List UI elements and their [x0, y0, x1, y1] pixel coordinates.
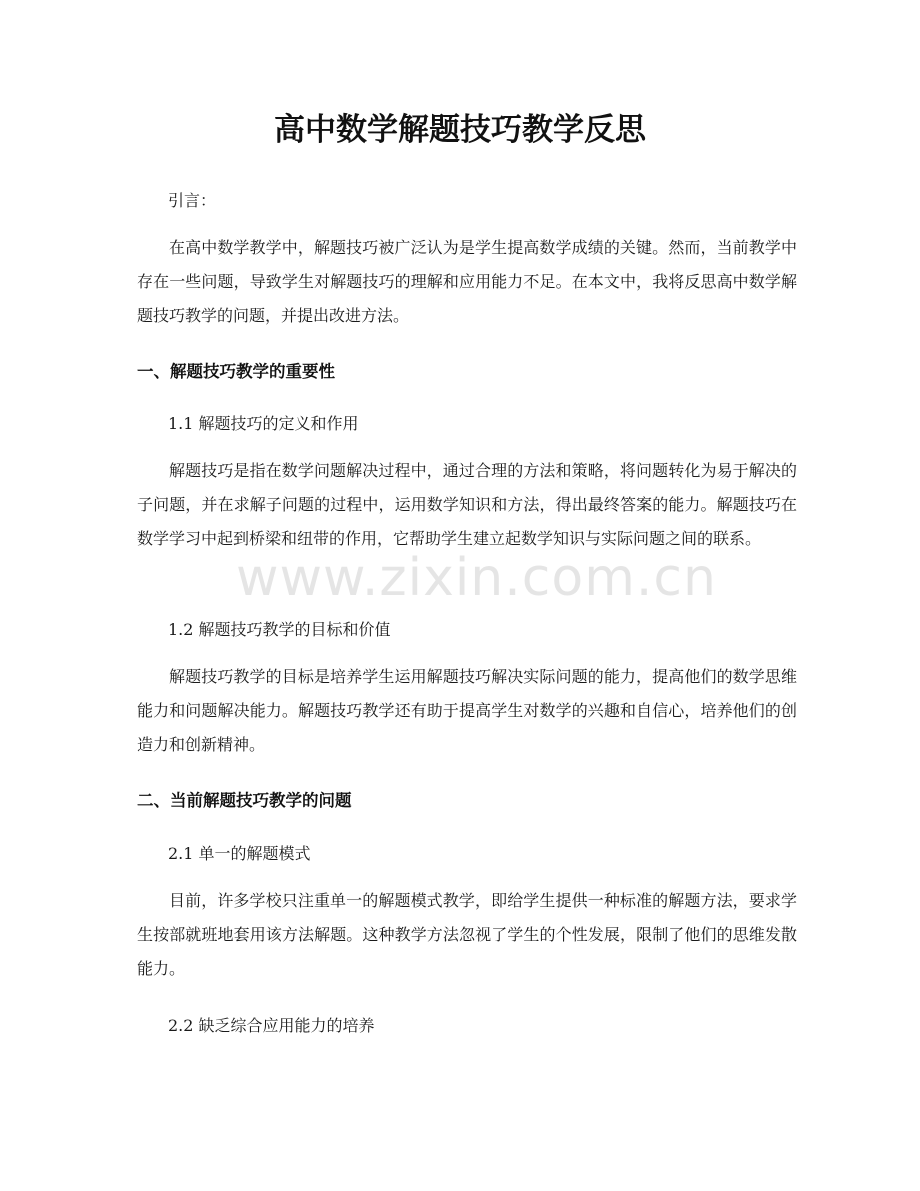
- section-1-heading: 一、解题技巧教学的重要性: [137, 362, 335, 381]
- watermark: www.zixin.com.cn: [236, 548, 717, 608]
- section-2-2-heading: 2.2 缺乏综合应用能力的培养: [168, 1016, 375, 1035]
- section-2-1-body: 目前，许多学校只注重单一的解题模式教学，即给学生提供一种标准的解题方法，要求学生按部就班地套用该方法解题。这种教学方法忽视了学生的个性发展，限制了他们的思维发散能力。: [137, 891, 797, 978]
- intro-label: 引言：: [168, 191, 217, 210]
- section-1-1-body: 解题技巧是指在数学问题解决过程中，通过合理的方法和策略，将问题转化为易于解决的子问题，并在求解子问题的过程中，运用数学知识和方法，得出最终答案的能力。解题技巧在数学学习中起到桥梁和纽带的作用，它帮助学生建立起数学知识与实际问题之间的联系。: [137, 461, 797, 548]
- section-2-heading: 二、当前解题技巧教学的问题: [137, 791, 352, 810]
- section-1-1-heading: 1.1 解题技巧的定义和作用: [168, 414, 359, 433]
- intro-paragraph: 在高中数学教学中，解题技巧被广泛认为是学生提高数学成绩的关键。然而，当前教学中存在一些问题，导致学生对解题技巧的理解和应用能力不足。在本文中，我将反思高中数学解题技巧教学的问题，并提出改进方法。: [137, 238, 797, 325]
- section-2-1-heading: 2.1 单一的解题模式: [168, 844, 311, 863]
- document-title: 高中数学解题技巧教学反思: [274, 112, 646, 148]
- section-1-2-heading: 1.2 解题技巧教学的目标和价值: [168, 620, 391, 639]
- section-1-2-body: 解题技巧教学的目标是培养学生运用解题技巧解决实际问题的能力，提高他们的数学思维能力和问题解决能力。解题技巧教学还有助于提高学生对数学的兴趣和自信心，培养他们的创造力和创新精神。: [137, 667, 797, 754]
